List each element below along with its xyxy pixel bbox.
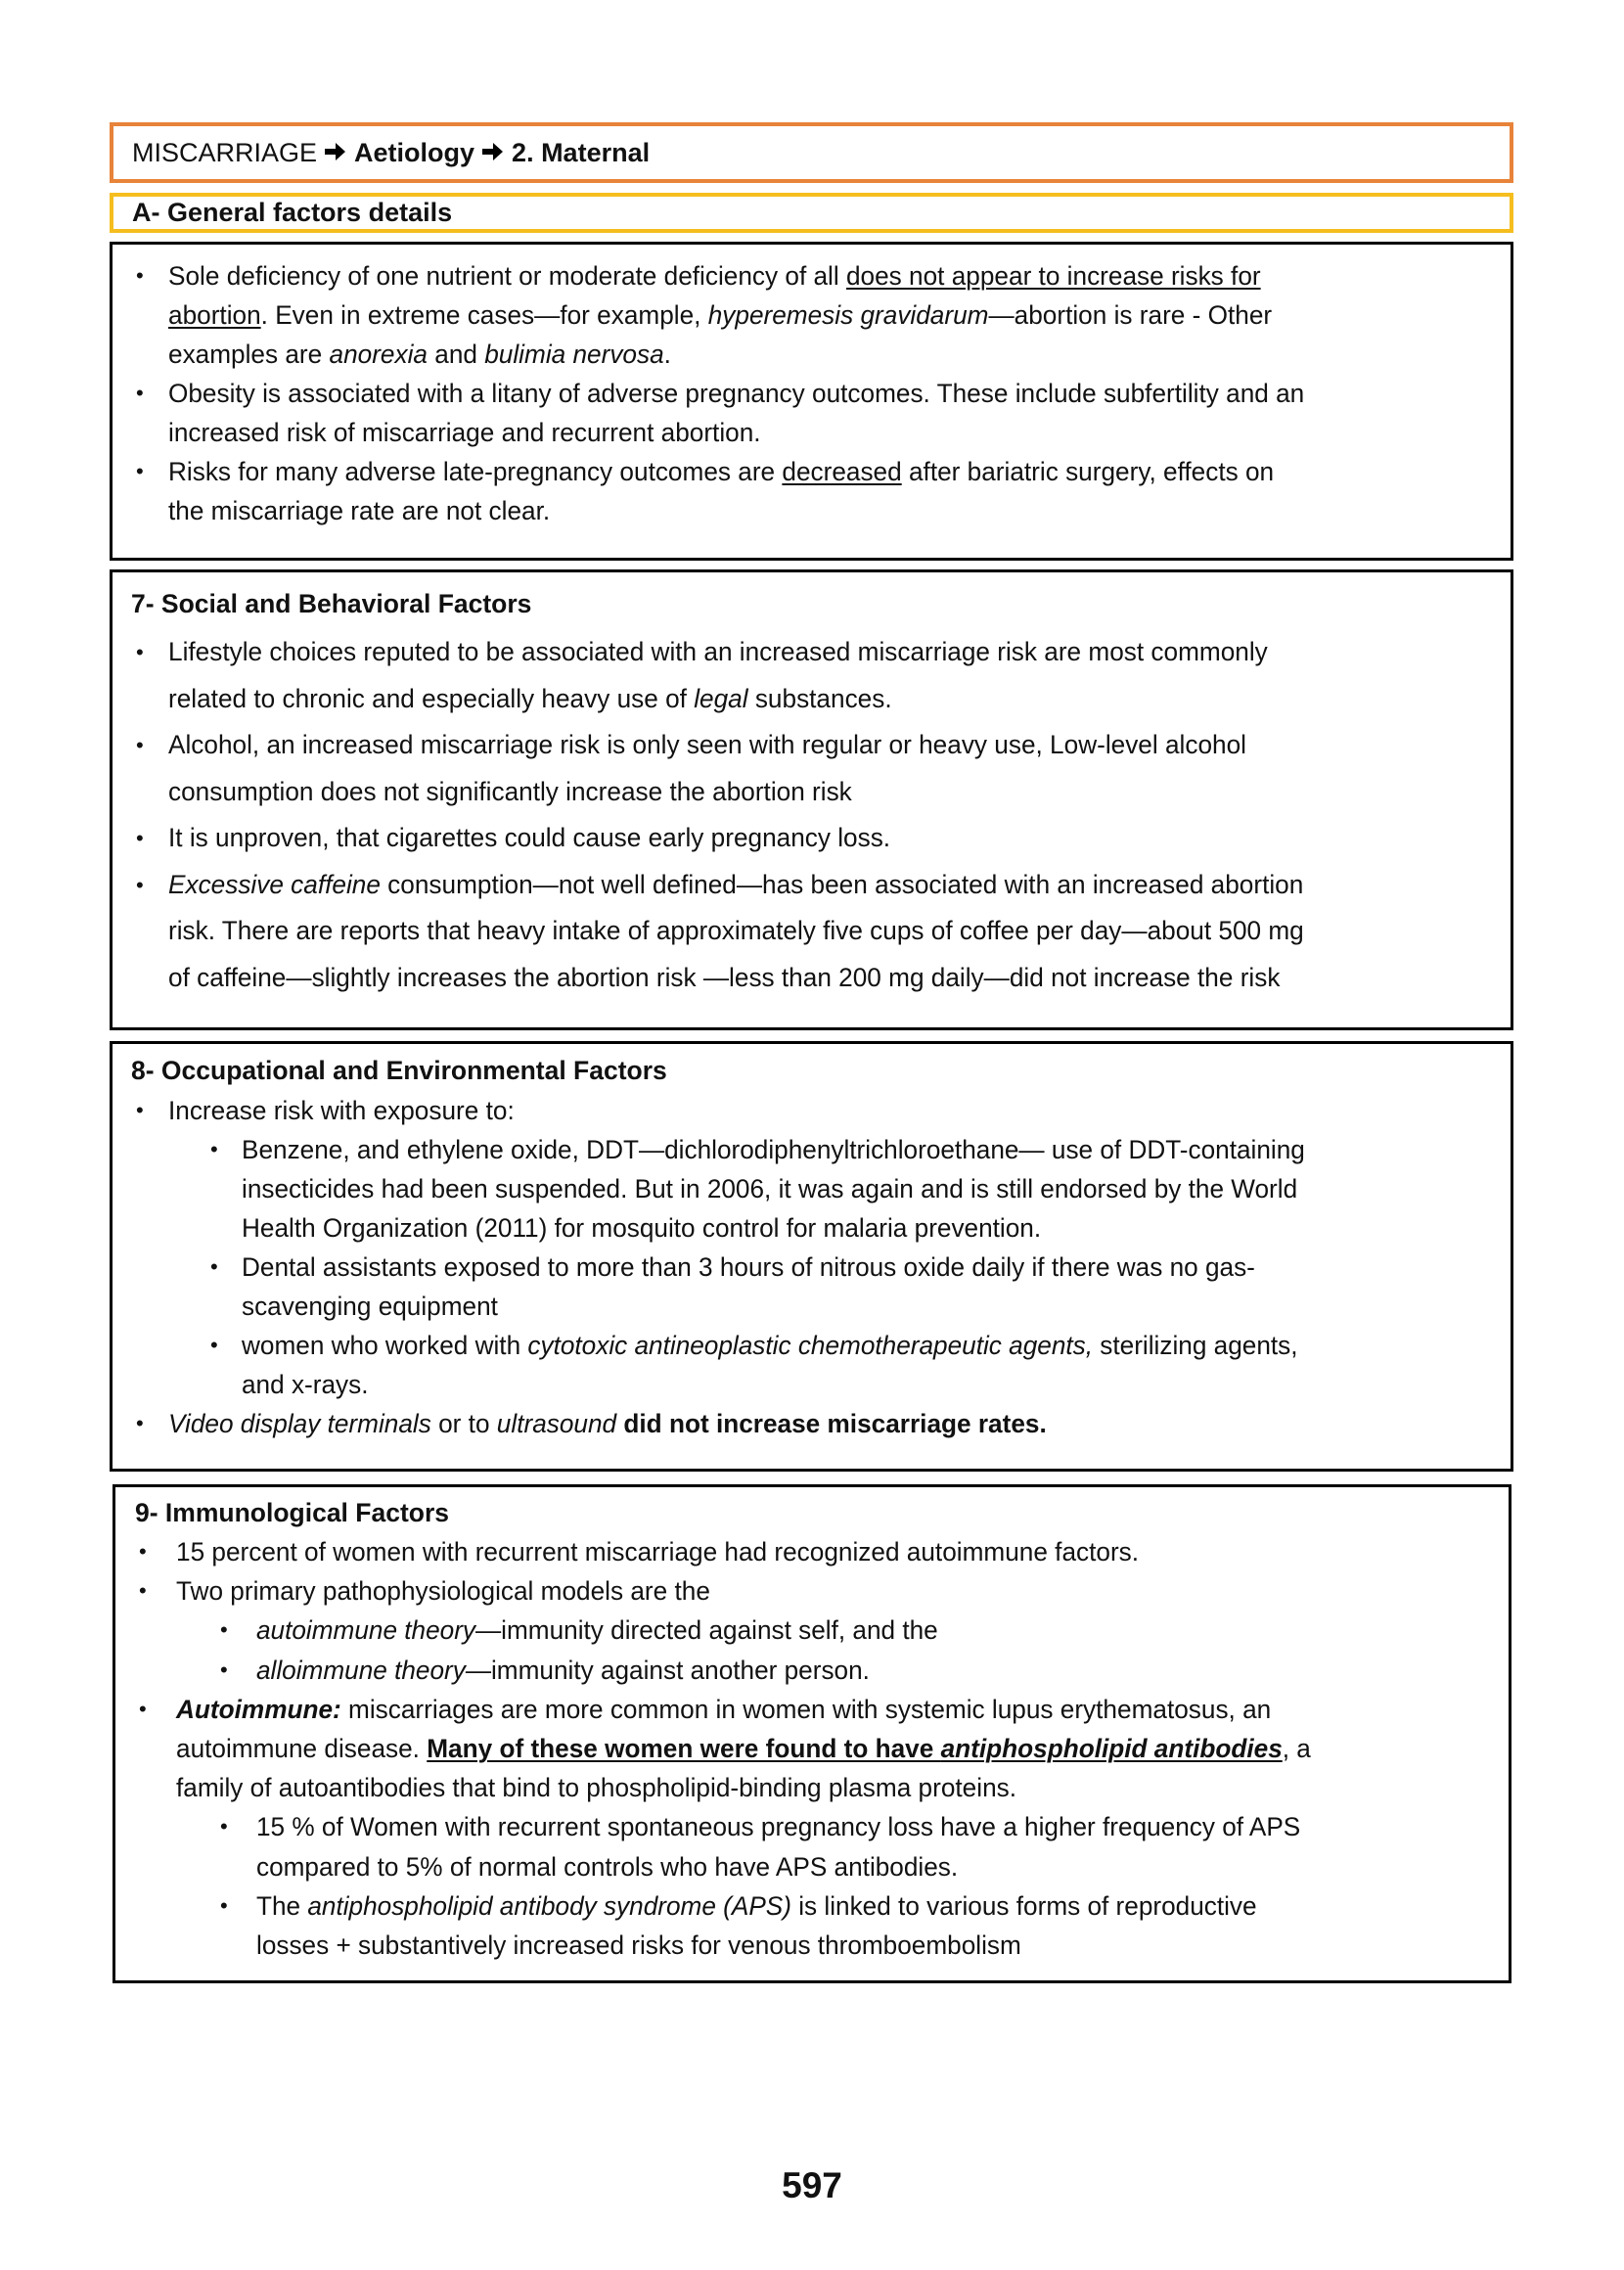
text-run: family of autoantibodies that bind to phospholipid-binding plasma proteins. xyxy=(176,1773,1017,1803)
bullet-icon: • xyxy=(210,1254,218,1279)
text-run: Video display terminals xyxy=(168,1409,431,1438)
text-line xyxy=(176,1571,1493,1611)
bullet-item xyxy=(115,1532,1509,1571)
bullet-item xyxy=(113,629,1511,722)
text-line xyxy=(256,1651,1493,1690)
bullet-icon: • xyxy=(139,1539,147,1564)
text-line xyxy=(242,1169,1495,1208)
text-run: did not increase miscarriage rates. xyxy=(623,1409,1047,1438)
text-line xyxy=(168,335,1495,374)
text-line xyxy=(176,1729,1493,1768)
text-line xyxy=(242,1326,1495,1365)
bullet-icon: • xyxy=(220,1892,228,1918)
text-line xyxy=(168,769,1495,816)
text-run: hyperemesis gravidarum xyxy=(707,300,989,330)
sub-bullet-item xyxy=(113,1326,1511,1404)
bullet-list xyxy=(113,1091,1511,1443)
text-line xyxy=(256,1807,1493,1846)
bullet-list xyxy=(113,629,1511,1001)
text-line xyxy=(168,491,1495,530)
text-run: alloimmune theory xyxy=(256,1655,466,1685)
text-run: cytotoxic antineoplastic chemotherapeutic agents, xyxy=(527,1331,1094,1360)
bullet-icon: • xyxy=(136,1098,144,1122)
bullet-item xyxy=(113,452,1511,530)
text-run: autoimmune theory xyxy=(256,1615,476,1646)
text-run: Health Organization (2011) for mosquito control for malaria prevention. xyxy=(242,1213,1042,1243)
text-line xyxy=(256,1611,1493,1650)
sub-bullet-item xyxy=(115,1886,1509,1965)
text-line xyxy=(242,1208,1495,1248)
text-run: Many of these women were found to have xyxy=(427,1734,941,1764)
occupational-environmental-factors-box xyxy=(110,1041,1513,1472)
bullet-icon: • xyxy=(210,1137,218,1161)
text-run: losses + substantively increased risks for venous thromboembolism xyxy=(256,1930,1021,1961)
bullet-list xyxy=(115,1532,1509,1965)
bullet-item xyxy=(113,1091,1511,1130)
bullet-icon: • xyxy=(139,1578,147,1604)
text-run: scavenging equipment xyxy=(242,1292,498,1321)
text-run: consumption does not significantly increase the abortion risk xyxy=(168,776,852,806)
right-arrow-icon xyxy=(325,138,346,168)
text-line xyxy=(168,955,1495,1002)
text-run: and xyxy=(427,340,485,369)
text-run: 15 % of Women with recurrent spontaneous pregnancy loss have a higher frequency of APS xyxy=(256,1812,1301,1842)
breadcrumb-level1: Aetiology xyxy=(354,137,475,167)
text-run: abortion xyxy=(168,300,261,330)
text-line xyxy=(168,1404,1495,1443)
bullet-item xyxy=(113,815,1511,862)
section-title: 8- Occupational and Environmental Factors xyxy=(131,1056,667,1085)
bullet-item xyxy=(113,862,1511,1002)
bullet-icon: • xyxy=(136,459,144,483)
breadcrumb-root: MISCARRIAGE xyxy=(132,137,318,167)
text-run: Sole deficiency of one nutrient or moderate deficiency of all xyxy=(168,261,846,291)
text-run: Alcohol, an increased miscarriage risk is only seen with regular or heavy use, Low-level alcohol xyxy=(168,730,1246,759)
sub-bullet-item xyxy=(115,1651,1509,1690)
text-run: The xyxy=(256,1890,308,1921)
bullet-list xyxy=(113,256,1511,530)
text-line xyxy=(168,629,1495,676)
text-run: Increase risk with exposure to: xyxy=(168,1096,515,1125)
bullet-icon: • xyxy=(136,640,144,664)
text-run: substances. xyxy=(747,683,892,713)
immunological-factors-box xyxy=(113,1484,1511,1983)
text-run: , a xyxy=(1282,1734,1311,1764)
text-run: It is unproven, that cigarettes could cause early pregnancy loss. xyxy=(168,823,891,852)
social-behavioral-factors-box xyxy=(110,569,1513,1030)
bullet-item xyxy=(115,1690,1509,1808)
text-line xyxy=(168,722,1495,769)
sub-bullet-item xyxy=(113,1248,1511,1326)
text-run: antiphospholipid antibody syndrome (APS) xyxy=(307,1890,791,1921)
bullet-icon: • xyxy=(139,1696,147,1721)
text-run: 15 percent of women with recurrent miscarriage had recognized autoimmune factors. xyxy=(176,1537,1140,1566)
text-line xyxy=(256,1886,1493,1926)
right-arrow-icon xyxy=(482,138,504,168)
text-run: after bariatric surgery, effects on xyxy=(901,457,1275,486)
breadcrumb xyxy=(110,122,1513,183)
text-run: sterilizing agents, xyxy=(1093,1331,1298,1360)
text-line xyxy=(168,1091,1495,1130)
text-line xyxy=(168,676,1495,723)
text-run: increased risk of miscarriage and recurrent abortion. xyxy=(168,418,761,447)
text-run: or to xyxy=(430,1409,497,1438)
bullet-icon: • xyxy=(136,263,144,288)
text-line xyxy=(256,1847,1493,1886)
text-line xyxy=(168,862,1495,909)
section-subheader xyxy=(110,193,1513,233)
bullet-icon: • xyxy=(210,1333,218,1357)
general-factors-box xyxy=(110,242,1513,561)
text-run: is linked to various forms of reproductive xyxy=(790,1890,1257,1921)
bullet-item xyxy=(115,1571,1509,1611)
text-run: . xyxy=(663,340,671,369)
text-run: examples are xyxy=(168,340,330,369)
bullet-icon: • xyxy=(136,872,144,897)
page-number: 597 xyxy=(782,2165,842,2205)
bullet-icon: • xyxy=(220,1617,228,1643)
section-title: 9- Immunological Factors xyxy=(135,1498,450,1527)
text-run: consumption—not well defined—has been associated with an increased abortion xyxy=(380,869,1304,899)
text-run: miscarriages are more common in women with systemic lupus erythematosus, an xyxy=(340,1694,1272,1724)
text-run: Risks for many adverse late-pregnancy outcomes are xyxy=(168,457,783,486)
text-run: —immunity directed against self, and the xyxy=(475,1615,938,1646)
text-run: Autoimmune: xyxy=(176,1694,341,1724)
text-run xyxy=(616,1409,623,1438)
text-run: the miscarriage rate are not clear. xyxy=(168,496,551,525)
text-line xyxy=(176,1690,1493,1729)
text-run: bulimia nervosa xyxy=(484,340,664,369)
text-run: Dental assistants exposed to more than 3 hours of nitrous oxide daily if there was no gas- xyxy=(242,1252,1255,1282)
bullet-item xyxy=(113,722,1511,815)
bullet-item xyxy=(113,1404,1511,1443)
text-run: does not appear to increase risks for xyxy=(845,261,1261,291)
text-line xyxy=(176,1532,1493,1571)
text-line xyxy=(242,1365,1495,1404)
text-run: compared to 5% of normal controls who have APS antibodies. xyxy=(256,1851,959,1882)
text-run: ultrasound xyxy=(496,1409,617,1438)
subheader-title: A- General factors details xyxy=(132,198,453,227)
text-line xyxy=(168,256,1495,295)
text-run: antiphospholipid antibodies xyxy=(940,1734,1283,1764)
bullet-icon: • xyxy=(136,733,144,757)
text-run: Lifestyle choices reputed to be associated with an increased miscarriage risk are most commonly xyxy=(168,637,1268,666)
bullet-item xyxy=(113,256,1511,374)
text-run: Obesity is associated with a litany of adverse pregnancy outcomes. These include subfertility and an xyxy=(168,379,1305,408)
text-run: Excessive caffeine xyxy=(168,869,381,899)
sub-bullet-item xyxy=(113,1130,1511,1248)
text-line xyxy=(242,1130,1495,1169)
bullet-icon: • xyxy=(220,1814,228,1839)
sub-bullet-item xyxy=(115,1807,1509,1885)
text-run: Benzene, and ethylene oxide, DDT—dichlorodiphenyltrichloroethane— use of DDT-containing xyxy=(242,1135,1305,1164)
text-line xyxy=(168,452,1495,491)
text-run: . Even in extreme cases—for example, xyxy=(260,300,708,330)
text-line xyxy=(242,1287,1495,1326)
text-run: legal xyxy=(694,683,748,713)
bullet-icon: • xyxy=(136,826,144,850)
text-run: insecticides had been suspended. But in 2006, it was again and is still endorsed by the World xyxy=(242,1174,1298,1203)
text-run: and x-rays. xyxy=(242,1370,369,1399)
bullet-item xyxy=(113,374,1511,452)
breadcrumb-level2: 2. Maternal xyxy=(512,137,651,167)
bullet-icon: • xyxy=(136,381,144,405)
text-line xyxy=(168,815,1495,862)
text-line xyxy=(168,908,1495,955)
text-line xyxy=(256,1926,1493,1965)
text-run: women who worked with xyxy=(242,1331,528,1360)
text-run: autoimmune disease. xyxy=(176,1734,428,1764)
text-line xyxy=(168,295,1495,335)
text-run: decreased xyxy=(782,457,902,486)
text-run: related to chronic and especially heavy use of xyxy=(168,683,695,713)
text-run: of caffeine—slightly increases the abortion risk —less than 200 mg daily—did not increase the risk xyxy=(168,962,1281,992)
text-line xyxy=(242,1248,1495,1287)
sub-bullet-item xyxy=(115,1611,1509,1650)
section-title: 7- Social and Behavioral Factors xyxy=(131,589,532,618)
text-line xyxy=(176,1768,1493,1807)
text-run: risk. There are reports that heavy intake of approximately five cups of coffee per day—about 500 mg xyxy=(168,916,1304,945)
text-run: anorexia xyxy=(329,340,428,369)
bullet-icon: • xyxy=(136,1411,144,1435)
text-line xyxy=(168,413,1495,452)
text-line xyxy=(168,374,1495,413)
text-run: —abortion is rare - Other xyxy=(988,300,1273,330)
bullet-icon: • xyxy=(220,1657,228,1682)
text-run: Two primary pathophysiological models are the xyxy=(176,1576,710,1607)
text-run: —immunity against another person. xyxy=(465,1655,870,1685)
